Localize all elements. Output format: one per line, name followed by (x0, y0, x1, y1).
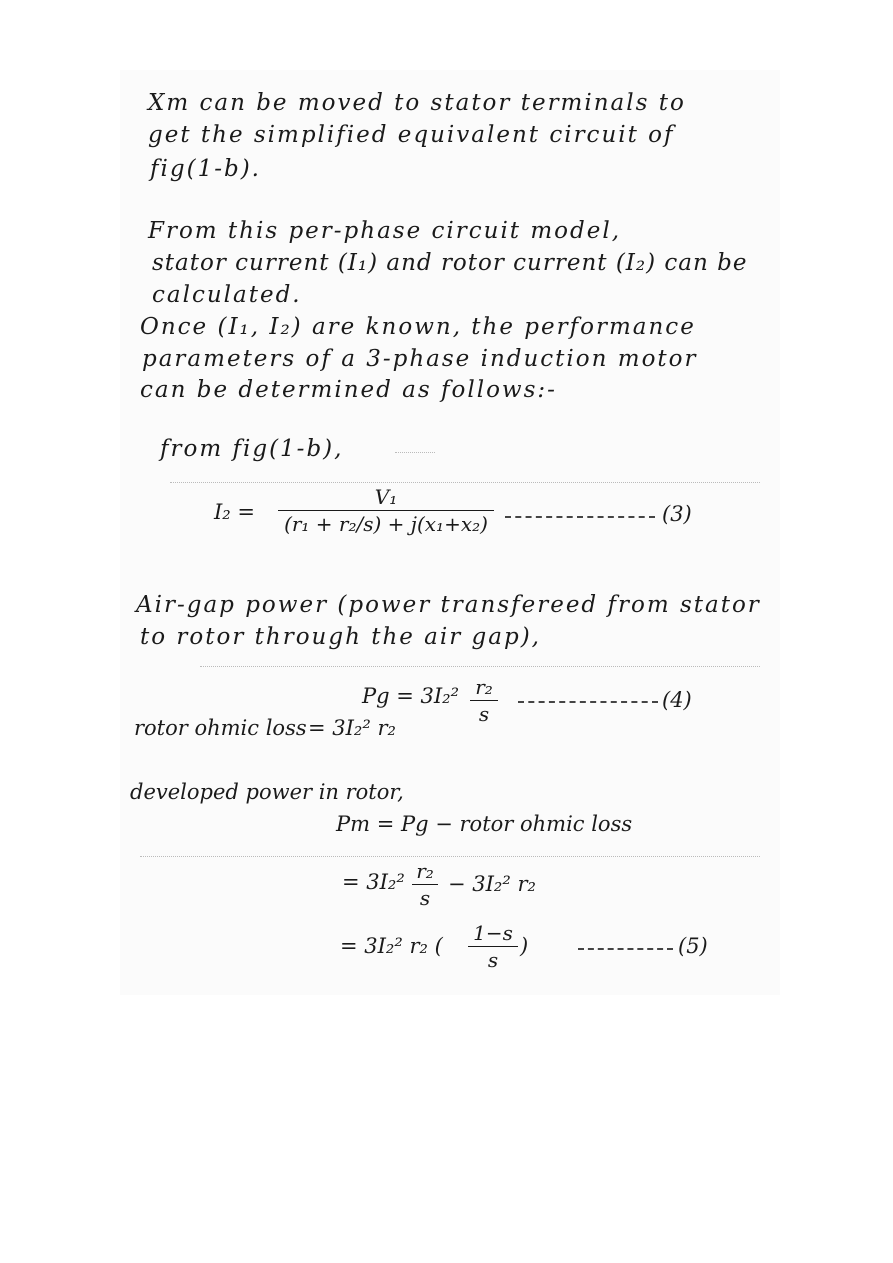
text-line: to rotor through the air gap), (140, 624, 541, 650)
equation-4-tag: (4) (662, 688, 692, 712)
equation-4-denominator: s (478, 702, 490, 726)
pm-line-2-part-b: − 3I₂² r₂ (448, 872, 536, 896)
fraction-bar (412, 884, 438, 885)
developed-power-label: developed power in rotor, (130, 780, 404, 804)
pm-line-1: Pm = Pg − rotor ohmic loss (336, 812, 633, 836)
scan-rule (200, 666, 760, 667)
text-line: Once (I₁, I₂) are known, the performance (140, 314, 696, 340)
equation-4-fraction (470, 676, 498, 725)
equation-3-lhs: I₂ = (214, 500, 255, 524)
dash-mark (395, 452, 435, 453)
equation-3-fraction (278, 486, 494, 535)
equation-3-tag: (3) (662, 502, 692, 526)
fraction-bar (468, 946, 518, 947)
leader-dashes (578, 948, 673, 950)
text-line: parameters of a 3-phase induction motor (142, 346, 698, 372)
equation-5-tag: (5) (678, 934, 708, 958)
pm-line-2-part-a: = 3I₂² (342, 870, 405, 894)
fraction-bar (470, 700, 498, 701)
rotor-loss-label: rotor ohmic loss (134, 716, 307, 740)
leader-dashes (518, 701, 658, 703)
text-line: can be determined as follows:- (140, 377, 557, 403)
fraction-bar (278, 510, 494, 511)
equation-4-lhs: Pg = 3I₂² (362, 684, 460, 708)
text-line: calculated. (152, 282, 302, 308)
pm-line-3-part-b: ) (520, 934, 529, 958)
text-line: get the simplified equivalent circuit of (148, 122, 675, 148)
equation-3-numerator: V₁ (374, 485, 398, 509)
scan-rule (140, 856, 760, 857)
pm-line-3-denominator: s (487, 948, 499, 972)
pm-line-2-denominator: s (419, 886, 431, 910)
text-line: fig(1-b). (150, 156, 261, 182)
leader-dashes (505, 516, 655, 518)
text-line: From this per-phase circuit model, (148, 218, 622, 244)
pm-line-2-numerator: r₂ (416, 859, 434, 883)
equation-4-numerator: r₂ (475, 675, 493, 699)
pm-line-3-fraction (468, 922, 518, 971)
scan-rule (170, 482, 760, 483)
text-line: Air-gap power (power transfereed from stator (136, 592, 761, 618)
pm-line-3-numerator: 1−s (473, 921, 513, 945)
text-line: Xm can be moved to stator terminals to (148, 90, 686, 116)
text-line: from fig(1-b), (160, 436, 344, 462)
text-line: stator current (I₁) and rotor current (I₂) can be (152, 250, 748, 276)
equation-3-denominator: (r₁ + r₂/s) + j(x₁+x₂) (284, 512, 488, 536)
pm-line-2-fraction (412, 860, 438, 909)
rotor-loss-expression: = 3I₂² r₂ (308, 716, 396, 740)
pm-line-3-part-a: = 3I₂² r₂ ( (340, 934, 443, 958)
